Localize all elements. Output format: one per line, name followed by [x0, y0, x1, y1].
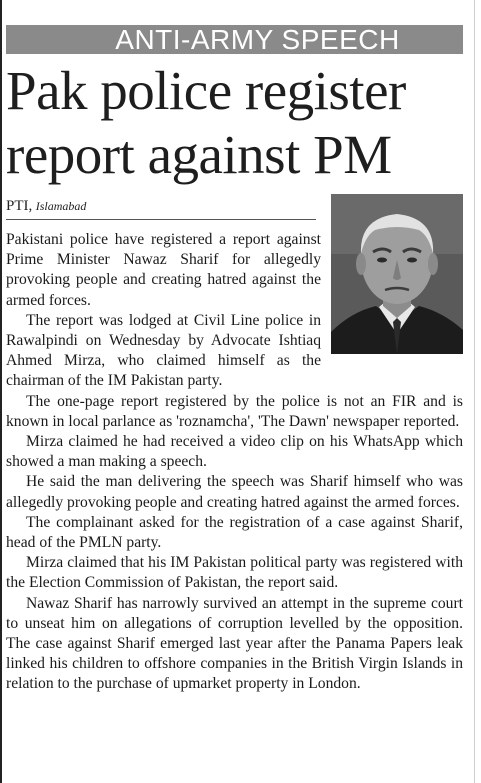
paragraph: Nawaz Sharif has narrowly survived an attempt in the supreme court to unseat him on allegations of corruption levelled by the opposition. The case against Sharif emerged last year after the Panama Papers leak linked his children to offshore companies in the British Virgin Islands in relation to the purchase of upmarket property in London. — [6, 594, 463, 693]
paragraph: Pakistani police have registered a report against Prime Minister Nawaz Sharif for allegedly provoking people and creating hatred against the armed forces. — [6, 231, 321, 309]
column-border-left — [0, 0, 2, 783]
paragraph: The one-page report registered by the police is not an FIR and is known in local parlance as 'roznamcha', 'The Dawn' newspaper reported. — [6, 392, 463, 430]
byline-place: Islamabad — [35, 199, 87, 213]
article-body — [6, 230, 463, 695]
paragraph: The report was lodged at Civil Line police in Rawalpindi on Wednesday by Advocate Ishtiaq Ahmed Mirza, who claimed himself as the chairman of the IM Pakistan party. — [6, 311, 321, 390]
headline: Pak police register report against PM — [6, 60, 406, 185]
column-border-right — [474, 0, 475, 783]
paragraph: Mirza claimed he had received a video clip on his WhatsApp which showed a man making a speech. — [6, 433, 463, 471]
paragraph: He said the man delivering the speech was Sharif himself who was allegedly provoking people and creating hatred against the armed forces. — [6, 473, 463, 511]
kicker-text: ANTI-ARMY SPEECH — [115, 25, 400, 54]
byline-divider — [6, 219, 316, 220]
photo-wrap-space — [321, 230, 463, 390]
byline-agency: PTI, — [6, 198, 33, 214]
byline — [6, 198, 86, 215]
paragraph: Mirza claimed that his IM Pakistan political party was registered with the Election Commission of Pakistan, the report said. — [6, 554, 463, 592]
section-kicker — [6, 25, 463, 54]
paragraph: The complainant asked for the registration of a case against Sharif, head of the PMLN party. — [6, 513, 463, 552]
